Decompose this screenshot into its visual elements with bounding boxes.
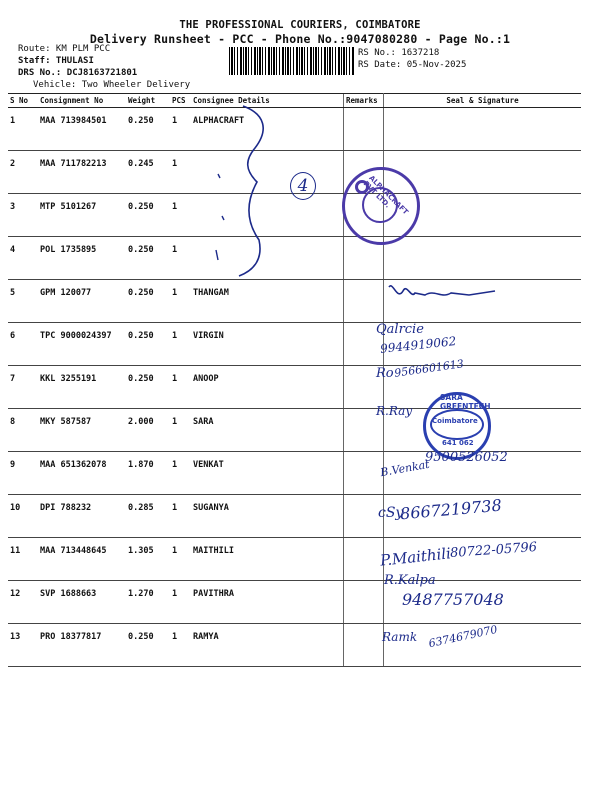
cell-pcs: 1 <box>170 194 191 237</box>
phone-row11: 80722-05796 <box>449 539 538 562</box>
handwritten-marks <box>212 160 232 270</box>
cell-weight: 0.250 <box>126 280 170 323</box>
cell-consignment: TPC 9000024397 <box>38 323 126 366</box>
drs-value: DCJ8163721801 <box>66 68 138 78</box>
cell-weight: 1.870 <box>126 452 170 495</box>
cell-details: PAVITHRA <box>191 581 344 624</box>
cell-pcs: 1 <box>170 108 191 151</box>
cell-remarks <box>344 624 384 667</box>
cell-consignment: DPI 788232 <box>38 495 126 538</box>
cell-pcs: 1 <box>170 581 191 624</box>
cell-remarks <box>344 538 384 581</box>
cell-consignment: MTP 5101267 <box>38 194 126 237</box>
barcode <box>229 47 355 75</box>
cell-details: SARA <box>191 409 344 452</box>
cell-weight: 0.250 <box>126 108 170 151</box>
col-pcs: PCS <box>170 94 191 108</box>
cell-weight: 0.250 <box>126 323 170 366</box>
cell-consignment: GPM 120077 <box>38 280 126 323</box>
rs-date: RS Date: 05-Nov-2025 <box>358 60 467 70</box>
cell-sno: 10 <box>8 495 38 538</box>
cell-pcs: 1 <box>170 409 191 452</box>
cell-pcs: 1 <box>170 452 191 495</box>
signature-row6: Qalrcie <box>376 322 424 337</box>
signature-row11: P.Maithili <box>379 544 452 570</box>
table-row <box>8 366 581 409</box>
cell-consignment: PRO 18377817 <box>38 624 126 667</box>
cell-details: MAITHILI <box>191 538 344 581</box>
cell-weight: 0.250 <box>126 237 170 280</box>
cell-details: RAMYA <box>191 624 344 667</box>
runsheet-subtitle: Delivery Runsheet - PCC - Phone No.:9047080280 - Page No.:1 <box>89 32 511 46</box>
cell-sno: 9 <box>8 452 38 495</box>
cell-sno: 6 <box>8 323 38 366</box>
signature-row12: R.Kalpa <box>384 573 436 588</box>
table-row <box>8 237 581 280</box>
cell-details: THANGAM <box>191 280 344 323</box>
cell-weight: 0.250 <box>126 624 170 667</box>
cell-weight: 0.250 <box>126 194 170 237</box>
signature-row9: B.Venkat <box>379 457 431 480</box>
cell-remarks <box>344 581 384 624</box>
route: Route: KM PLM PCC <box>18 44 111 54</box>
col-remarks: Remarks <box>344 94 384 108</box>
cell-pcs: 1 <box>170 495 191 538</box>
cell-weight: 0.245 <box>126 151 170 194</box>
cell-remarks <box>344 108 384 151</box>
cell-details: VENKAT <box>191 452 344 495</box>
table-row <box>8 108 581 151</box>
cell-consignment: MAA 713984501 <box>38 108 126 151</box>
col-seal: Seal & Signature <box>384 94 582 108</box>
cell-details: ALPHACRAFT <box>191 108 344 151</box>
cell-details: VIRGIN <box>191 323 344 366</box>
handwritten-bracket <box>225 100 275 280</box>
vehicle: Vehicle: Two Wheeler Delivery <box>33 80 191 90</box>
cell-remarks <box>344 452 384 495</box>
stamp-text: ALPHACRAFT PVT LTD. <box>361 174 410 217</box>
cell-sno: 2 <box>8 151 38 194</box>
cell-sno: 1 <box>8 108 38 151</box>
cell-consignment: MAA 651362078 <box>38 452 126 495</box>
cell-sno: 5 <box>8 280 38 323</box>
cell-sno: 12 <box>8 581 38 624</box>
signature-row5 <box>385 277 505 307</box>
cell-consignment: MAA 711782213 <box>38 151 126 194</box>
cell-details: SUGANYA <box>191 495 344 538</box>
cell-pcs: 1 <box>170 280 191 323</box>
cell-consignment: SVP 1688663 <box>38 581 126 624</box>
col-details: Consignee Details <box>191 94 344 108</box>
cell-consignment: POL 1735895 <box>38 237 126 280</box>
cell-weight: 0.250 <box>126 366 170 409</box>
cell-sno: 13 <box>8 624 38 667</box>
signature-row8: R.Ray <box>376 404 413 418</box>
table-row <box>8 409 581 452</box>
company-title: THE PROFESSIONAL COURIERS, COIMBATORE <box>179 19 421 31</box>
signature-row13: Ramk <box>382 630 418 644</box>
cell-pcs: 1 <box>170 624 191 667</box>
phone-row10: 8667219738 <box>399 495 503 524</box>
phone-row9: 9500526052 <box>425 450 508 465</box>
stamp-arc-text: SARA GREENTECH <box>440 393 491 411</box>
cell-sno: 7 <box>8 366 38 409</box>
cell-pcs: 1 <box>170 237 191 280</box>
signature-row10: cSy <box>378 505 404 521</box>
table-header-row <box>8 94 581 108</box>
signature-row7: Ro <box>376 366 394 381</box>
phone-row7: 9566601613 <box>393 357 465 380</box>
cell-pcs: 1 <box>170 323 191 366</box>
table-row <box>8 323 581 366</box>
drs-number <box>18 68 137 78</box>
cell-details: ANOOP <box>191 366 344 409</box>
table-row <box>8 194 581 237</box>
cell-sno: 3 <box>8 194 38 237</box>
cell-remarks <box>344 280 384 323</box>
cell-pcs: 1 <box>170 538 191 581</box>
cell-consignment: MAA 713448645 <box>38 538 126 581</box>
cell-sno: 8 <box>8 409 38 452</box>
staff: Staff: THULASI <box>18 56 94 66</box>
cell-weight: 2.000 <box>126 409 170 452</box>
cell-sno: 11 <box>8 538 38 581</box>
stamp-pin: 641 062 <box>442 439 474 447</box>
cell-weight: 1.270 <box>126 581 170 624</box>
stamp-city: Coimbatore <box>432 417 478 425</box>
handwritten-count: 4 <box>290 172 316 200</box>
cell-weight: 0.285 <box>126 495 170 538</box>
cell-pcs: 1 <box>170 151 191 194</box>
col-weight: Weight <box>126 94 170 108</box>
cell-consignment: MKY 587587 <box>38 409 126 452</box>
cell-seal <box>384 237 582 280</box>
drs-label: DRS No.: <box>18 68 62 78</box>
phone-row6: 9944919062 <box>379 334 457 356</box>
phone-row13: 6374679070 <box>427 622 499 651</box>
phone-row12: 9487757048 <box>402 590 504 609</box>
cell-seal <box>384 108 582 151</box>
col-sno: S No <box>8 94 38 108</box>
cell-consignment: KKL 3255191 <box>38 366 126 409</box>
cell-sno: 4 <box>8 237 38 280</box>
rs-number: RS No.: 1637218 <box>358 48 440 58</box>
col-consignment: Consignment No <box>38 94 126 108</box>
cell-pcs: 1 <box>170 366 191 409</box>
cell-weight: 1.305 <box>126 538 170 581</box>
alphacraft-stamp <box>342 167 420 245</box>
